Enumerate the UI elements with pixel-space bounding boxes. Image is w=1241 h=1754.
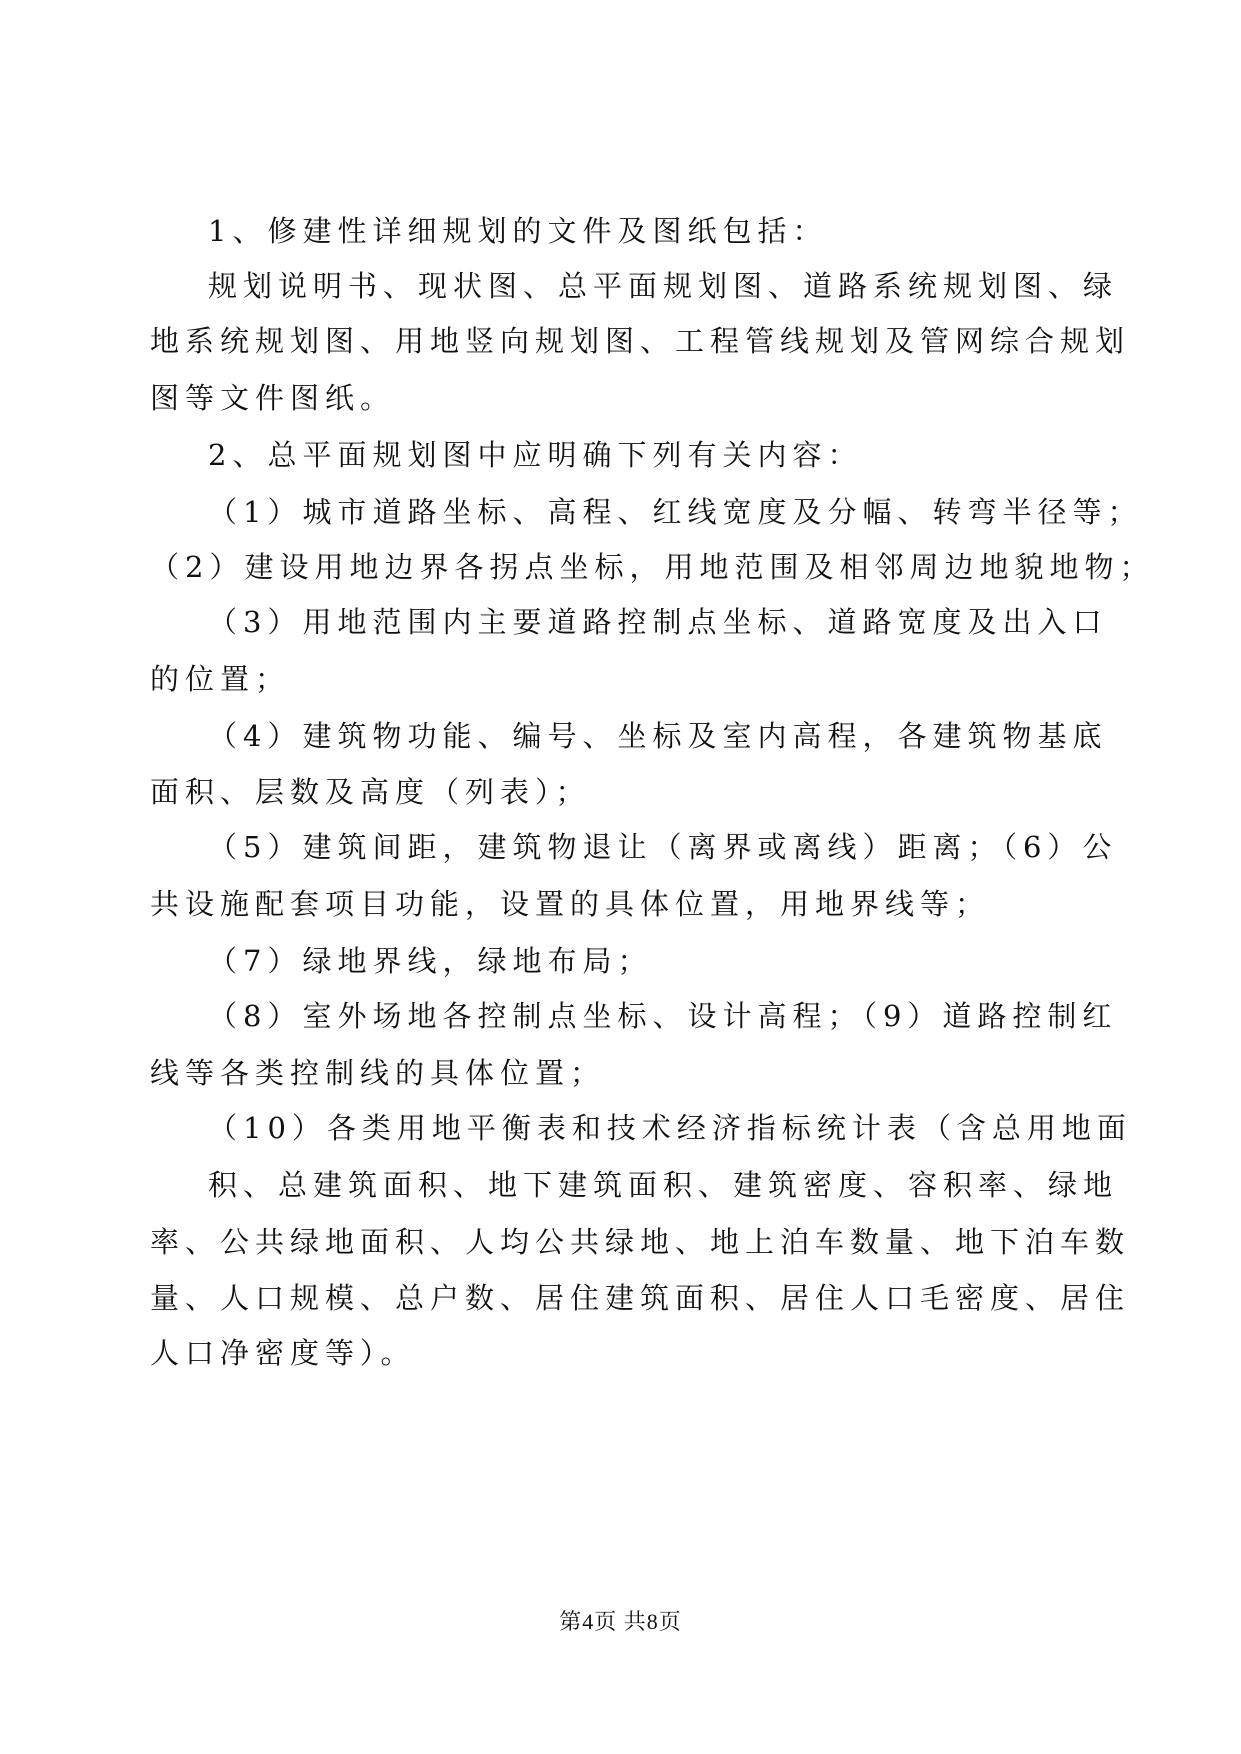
paragraph-line-1: 1、修建性详细规划的文件及图纸包括： xyxy=(208,214,828,248)
paragraph-line-7: （2）建设用地边界各拐点坐标，用地范围及相邻周边地貌地物； xyxy=(150,550,1155,584)
paragraph-line-3: 地系统规划图、用地竖向规划图、工程管线规划及管网综合规划 xyxy=(150,324,1131,358)
paragraph-line-15: （8）室外场地各控制点坐标、设计高程；（9）道路控制红 xyxy=(208,999,1118,1033)
paragraph-line-2: 规划说明书、现状图、总平面规划图、道路系统规划图、绿 xyxy=(208,269,1119,303)
paragraph-line-13: 共设施配套项目功能，设置的具体位置，用地界线等； xyxy=(150,887,991,921)
paragraph-line-19: 率、公共绿地面积、人均公共绿地、地上泊车数量、地下泊车数 xyxy=(150,1225,1131,1259)
paragraph-line-17: （10）各类用地平衡表和技术经济指标统计表（含总用地面 xyxy=(208,1111,1132,1145)
paragraph-line-18: 积、总建筑面积、地下建筑面积、建筑密度、容积率、绿地 xyxy=(208,1168,1119,1202)
paragraph-line-9: 的位置； xyxy=(150,662,291,696)
paragraph-line-16: 线等各类控制线的具体位置； xyxy=(150,1056,606,1090)
paragraph-line-8: （3）用地范围内主要道路控制点坐标、道路宽度及出入口 xyxy=(208,605,1108,639)
paragraph-line-21: 人口净密度等）。 xyxy=(150,1336,416,1370)
page-number-footer: 第4页 共8页 xyxy=(559,1609,682,1634)
paragraph-line-11: 面积、层数及高度（列表）； xyxy=(150,775,591,809)
paragraph-line-5: 2、总平面规划图中应明确下列有关内容： xyxy=(208,438,863,472)
paragraph-line-10: （4）建筑物功能、编号、坐标及室内高程，各建筑物基底 xyxy=(208,719,1108,753)
paragraph-line-12: （5）建筑间距，建筑物退让（离界或离线）距离；（6）公 xyxy=(208,830,1118,864)
paragraph-line-6: （1）城市道路坐标、高程、红线宽度及分幅、转弯半径等； xyxy=(208,495,1143,529)
paragraph-line-20: 量、人口规模、总户数、居住建筑面积、居住人口毛密度、居住 xyxy=(150,1281,1131,1315)
paragraph-line-14: （7）绿地界线，绿地布局； xyxy=(208,944,653,978)
paragraph-line-4: 图等文件图纸。 xyxy=(150,381,396,415)
